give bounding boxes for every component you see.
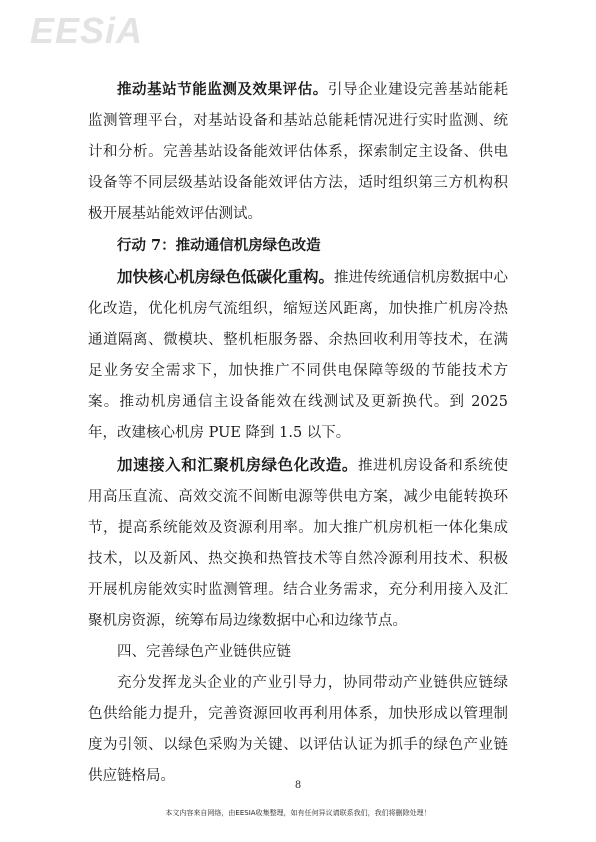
paragraph-text: 引导企业建设完善基站能耗监测管理平台，对基站设备和基站总能耗情况进行实时监测、统计和分析。完善基站设备能效评估体系，探索制定主设备、供电设备等不同层级基站设备能效评估方法，适时组织第三方机构积极开展基站能效评估测试。 xyxy=(88,82,509,222)
page-number: 8 xyxy=(294,780,302,791)
document-body xyxy=(88,74,508,792)
paragraph-base-station-monitoring xyxy=(88,74,508,230)
paragraph-lead: 加快核心机房绿色低碳化重构。 xyxy=(117,267,335,286)
section-4-heading: 四、完善绿色产业链供应链 xyxy=(117,644,291,660)
paragraph-text: 推进机房设备和系统使用高压直流、高效交流不间断电源等供电方案，减少电能转换环节，提高系统能效及资源利用率。加大推广机房机柜一体化集成技术，以及新风、热交换和热管技术等自然冷源利用技术、积极开展机房能效实时监测管理。结合业务需求，充分利用接入及汇聚机房资源，统筹布局边缘数据中心和边缘节点。 xyxy=(88,458,508,629)
paragraph-supply-chain: 充分发挥龙头企业的产业引导力，协同带动产业链供应链绿色供给能力提升，完善资源回收再利用体系，加快形成以管理制度为引领、以绿色采购为关键、以评估认证为抓手的绿色产业链供应链格局。 xyxy=(88,675,508,784)
paragraph-text: 推进传统通信机房数据中心化改造，优化机房气流组织，缩短送风距离，加快推广机房冷热通道隔离、微模块、整机柜服务器、余热回收利用等技术，在满足业务安全需求下，加快推广不同供电保障等级的节能技术方案。推动机房通信主设备能效在线测试及更新换代。到 2025 年，改建核心机房 PUE 降到 1.5 以下。 xyxy=(88,270,509,441)
eesia-logo: EESiA xyxy=(30,10,144,51)
paragraph-core-room xyxy=(88,261,508,449)
action-7-heading: 行动 7：推动通信机房绿色改造 xyxy=(117,237,321,254)
paragraph-access-room xyxy=(88,449,508,637)
paragraph-lead: 推动基站节能监测及效果评估。 xyxy=(117,81,328,98)
footer-disclaimer: 本文内容来自网络，由EESIA收集整理，如有任何异议请联系我们，我们将删除处理！ xyxy=(165,809,431,817)
paragraph-lead: 加速接入和汇聚机房绿色化改造。 xyxy=(117,455,358,474)
